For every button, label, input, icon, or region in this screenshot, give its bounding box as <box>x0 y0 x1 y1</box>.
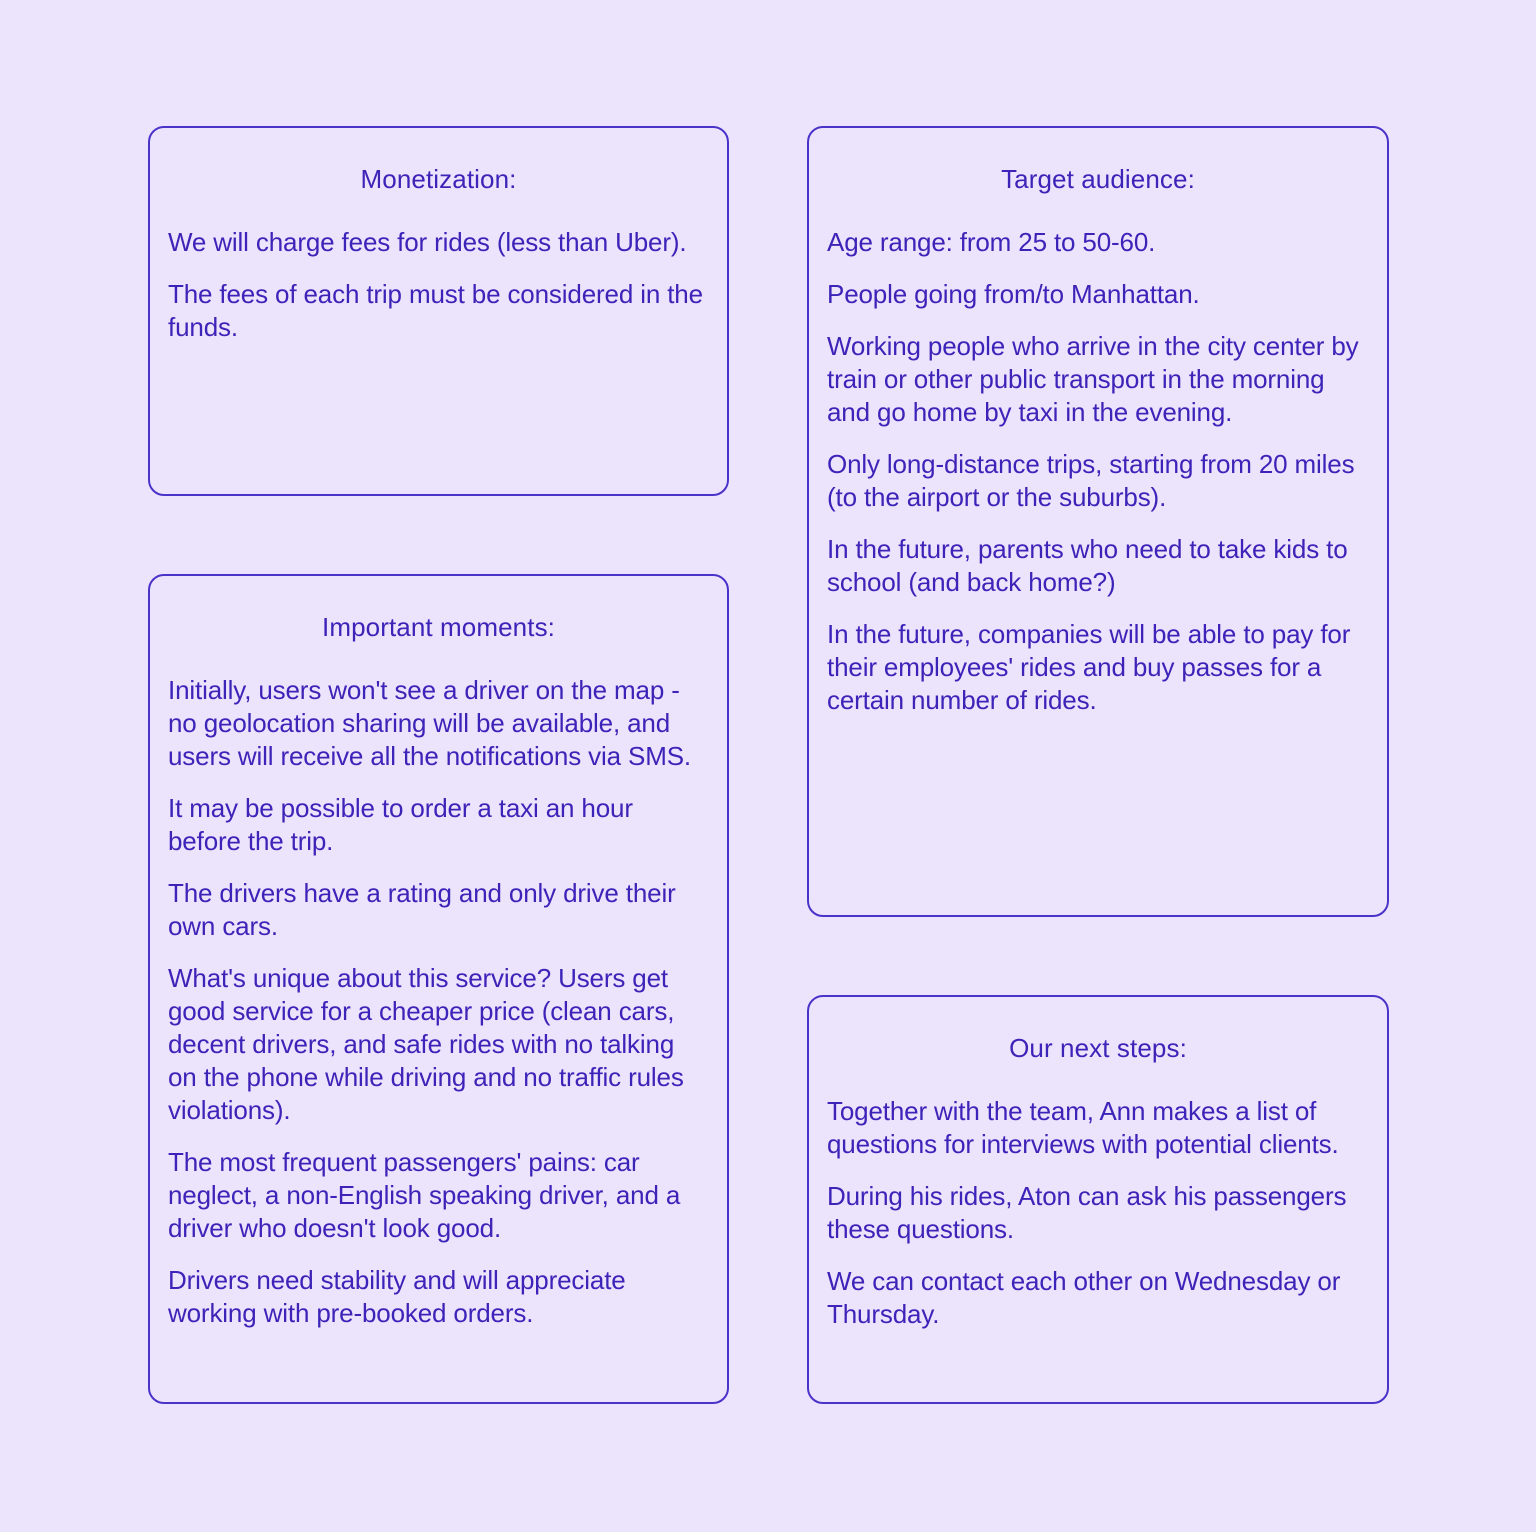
card-paragraph: The drivers have a rating and only drive their own cars. <box>168 878 676 941</box>
card-paragraph: Age range: from 25 to 50-60. <box>827 227 1156 257</box>
card-body <box>168 226 709 344</box>
card-body <box>827 1095 1369 1331</box>
card-paragraph: The fees of each trip must be considered in the funds. <box>168 279 703 342</box>
card-body <box>827 226 1369 717</box>
important-moments-card <box>148 574 729 1404</box>
card-paragraph: During his rides, Aton can ask his passengers these questions. <box>827 1181 1347 1244</box>
card-paragraph: We can contact each other on Wednesday or Thursday. <box>827 1266 1341 1329</box>
card-paragraph: In the future, parents who need to take kids to school (and back home?) <box>827 534 1348 597</box>
card-paragraph: Only long-distance trips, starting from 20 miles (to the airport or the suburbs). <box>827 449 1355 512</box>
next-steps-card <box>807 995 1389 1404</box>
card-paragraph: People going from/to Manhattan. <box>827 279 1200 309</box>
card-title: Our next steps: <box>1009 1033 1187 1063</box>
card-paragraph: In the future, companies will be able to pay for their employees' rides and buy passes for a certain number of rides. <box>827 619 1351 715</box>
card-paragraph: Working people who arrive in the city center by train or other public transport in the morning and go home by taxi in the evening. <box>827 331 1359 427</box>
card-paragraph: We will charge fees for rides (less than Uber). <box>168 227 687 257</box>
card-paragraph: It may be possible to order a taxi an hour before the trip. <box>168 793 633 856</box>
card-title: Monetization: <box>360 164 517 194</box>
monetization-card <box>148 126 729 496</box>
card-paragraph: The most frequent passengers' pains: car neglect, a non-English speaking driver, and a driver who doesn't look good. <box>168 1147 681 1243</box>
card-paragraph: Together with the team, Ann makes a list of questions for interviews with potential clients. <box>827 1096 1339 1159</box>
card-paragraph: Drivers need stability and will appreciate working with pre-booked orders. <box>168 1265 626 1328</box>
target-audience-card <box>807 126 1389 917</box>
card-title: Important moments: <box>322 612 555 642</box>
card-body <box>168 674 709 1330</box>
card-paragraph: Initially, users won't see a driver on the map - no geolocation sharing will be available, and users will receive all the notifications via SMS. <box>168 675 691 771</box>
card-title: Target audience: <box>1001 164 1195 194</box>
card-paragraph: What's unique about this service? Users get good service for a cheaper price (clean cars, decent drivers, and safe rides with no talking on the phone while driving and no traffic rules violations). <box>168 963 684 1125</box>
